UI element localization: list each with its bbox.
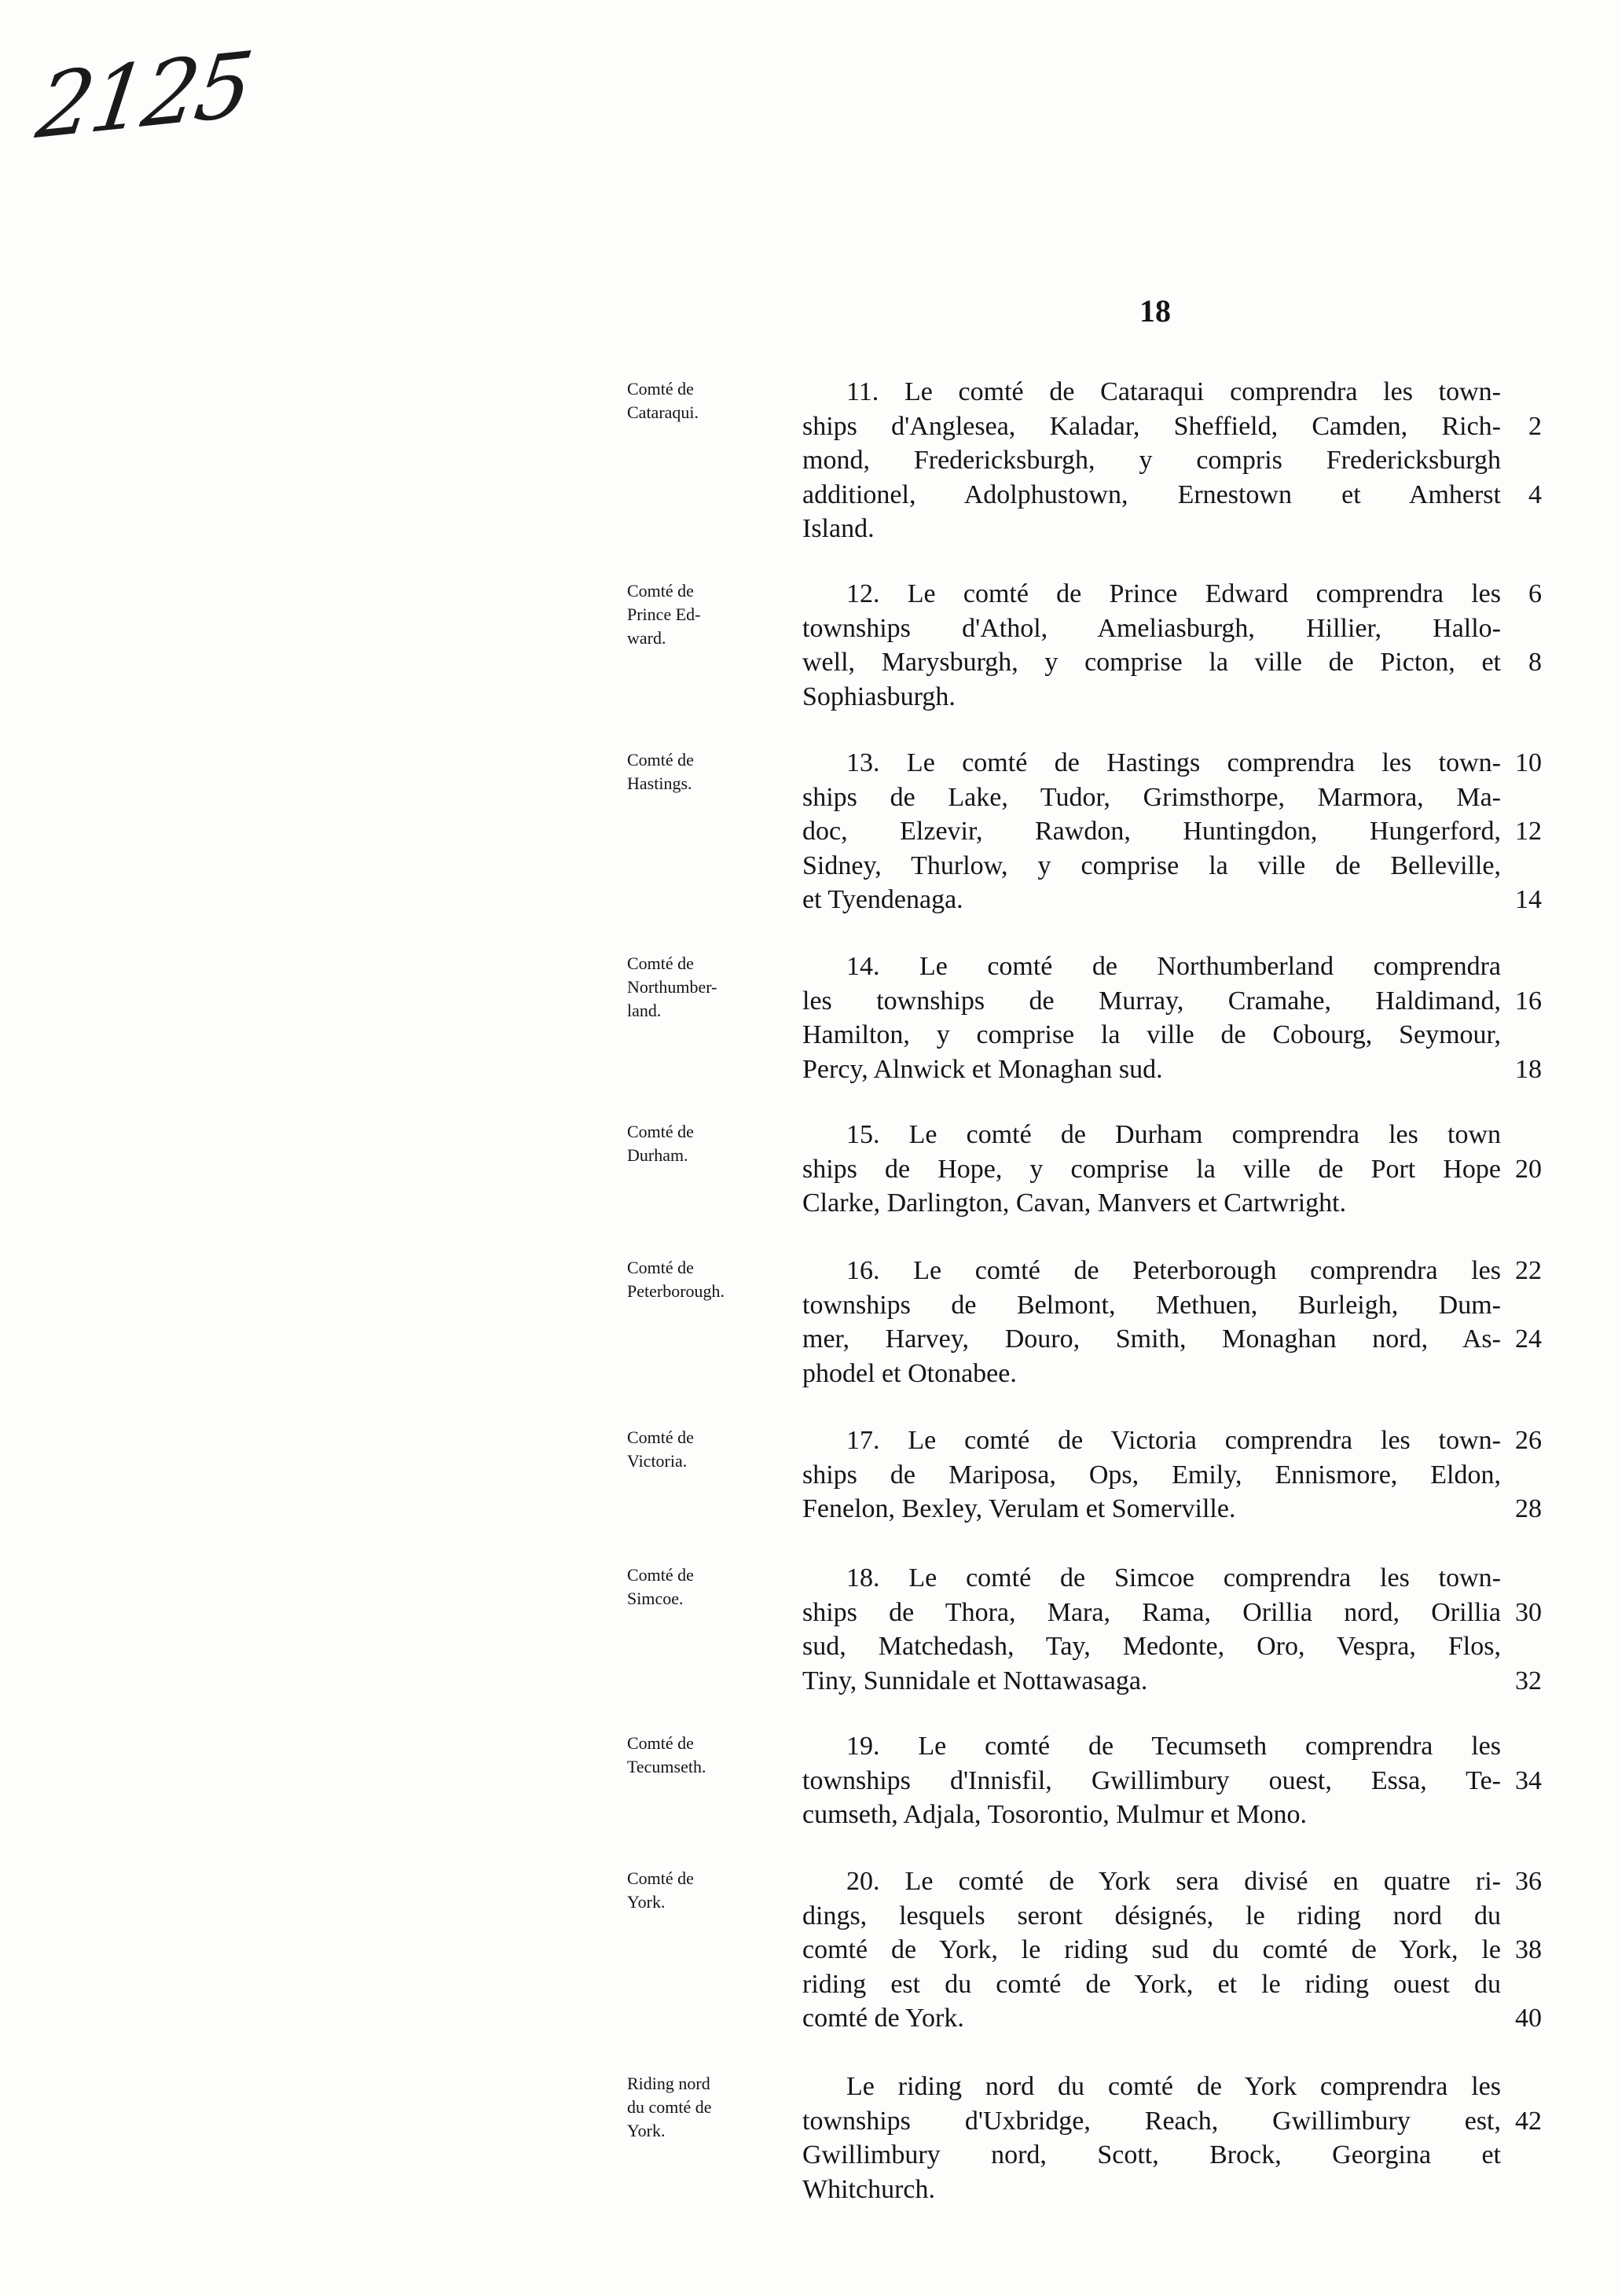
text-line: mer, Harvey, Douro, Smith, Monaghan nord, As- (802, 1324, 1501, 1354)
line-number: 10 (1515, 748, 1542, 777)
text-line: townships de Belmont, Methuen, Burleigh, Dum- (802, 1290, 1501, 1320)
text-line: comté de York, le riding sud du comté de York, le (802, 1935, 1501, 1964)
line-number: 22 (1515, 1256, 1542, 1285)
sidenote-line: land. (627, 1001, 662, 1020)
line-number: 6 (1528, 579, 1542, 608)
line-number: 4 (1528, 479, 1542, 509)
page-number: 18 (1139, 293, 1171, 329)
text-line: 18. Le comté de Simcoe comprendra les town- (846, 1563, 1501, 1593)
sidenote-line: Comté de (627, 1868, 694, 1888)
text-line: les townships de Murray, Cramahe, Haldimand, (802, 986, 1501, 1016)
text-line: 19. Le comté de Tecumseth comprendra les (846, 1732, 1501, 1761)
line-number: 38 (1515, 1935, 1542, 1964)
line-number: 34 (1515, 1765, 1542, 1795)
text-line: ships de Lake, Tudor, Grimsthorpe, Marmora, Ma- (802, 782, 1501, 812)
text-line: 14. Le comté de Northumberland comprendra (846, 952, 1501, 981)
sidenote-line: Cataraqui. (627, 402, 699, 422)
text-line: Tiny, Sunnidale et Nottawasaga. (802, 1666, 1148, 1695)
sidenote-line: Hastings. (627, 773, 692, 793)
line-number: 28 (1515, 1494, 1542, 1523)
text-line: riding est du comté de York, et le riding ouest du (802, 1969, 1501, 1999)
line-number: 12 (1515, 817, 1542, 846)
sidenote-line: Comté de (627, 1733, 694, 1753)
text-line: townships d'Uxbridge, Reach, Gwillimbury est, (802, 2106, 1501, 2136)
sidenote-line: Simcoe. (627, 1589, 684, 1608)
line-number: 20 (1515, 1154, 1542, 1184)
line-number: 36 (1515, 1867, 1542, 1896)
text-line: dings, lesquels seront désignés, le riding nord du (802, 1901, 1501, 1930)
sidenote-line: Riding nord (627, 2074, 710, 2093)
line-number: 40 (1515, 2004, 1542, 2033)
text-line: Clarke, Darlington, Cavan, Manvers et Cartwright. (802, 1188, 1347, 1218)
text-line: additionel, Adolphustown, Ernestown et Amherst (802, 479, 1501, 509)
text-line: 11. Le comté de Cataraqui comprendra les town- (846, 377, 1501, 406)
text-line: Percy, Alnwick et Monaghan sud. (802, 1054, 1163, 1084)
text-line: comté de York. (802, 2004, 964, 2033)
text-line: et Tyendenaga. (802, 885, 963, 914)
text-line: Fenelon, Bexley, Verulam et Somerville. (802, 1494, 1236, 1523)
text-line: 20. Le comté de York sera divisé en quatre ri- (846, 1867, 1501, 1896)
line-number: 14 (1515, 885, 1542, 914)
text-line: well, Marysburgh, y comprise la ville de Picton, et (802, 648, 1501, 677)
text-line: townships d'Innisfil, Gwillimbury ouest, Essa, Te- (802, 1765, 1501, 1795)
text-line: Island. (802, 514, 875, 543)
sidenote-line: Northumber- (627, 977, 717, 997)
text-line: phodel et Otonabee. (802, 1358, 1017, 1388)
text-line: sud, Matchedash, Tay, Medonte, Oro, Vespra, Flos, (802, 1632, 1501, 1661)
sidenote-line: Comté de (627, 1427, 694, 1447)
text-line: 17. Le comté de Victoria comprendra les town- (846, 1426, 1501, 1455)
sidenote-line: ward. (627, 628, 666, 648)
text-line: ships de Hope, y comprise la ville de Port Hope (802, 1154, 1501, 1184)
text-line: Whitchurch. (802, 2174, 935, 2204)
sidenote-line: Comté de (627, 379, 694, 399)
text-line: Le riding nord du comté de York comprendra les (846, 2072, 1501, 2101)
sidenote-line: Comté de (627, 1258, 694, 1277)
sidenote-line: Comté de (627, 1122, 694, 1141)
sidenote-line: Tecumseth. (627, 1757, 706, 1776)
sidenote-line: Comté de (627, 581, 694, 601)
text-line: ships de Thora, Mara, Rama, Orillia nord, Orillia (802, 1597, 1501, 1627)
sidenote-line: du comté de (627, 2097, 712, 2117)
line-number: 32 (1515, 1666, 1542, 1695)
sidenote-line: York. (627, 1892, 666, 1912)
text-line: 15. Le comté de Durham comprendra les town (846, 1120, 1501, 1149)
sidenote-line: Victoria. (627, 1451, 688, 1471)
line-number: 2 (1528, 411, 1542, 441)
sidenote-line: Durham. (627, 1145, 688, 1165)
text-line: mond, Fredericksburgh, y compris Fredericksburgh (802, 446, 1501, 475)
line-number: 30 (1515, 1597, 1542, 1627)
text-line: 13. Le comté de Hastings comprendra les town- (846, 748, 1501, 777)
text-line: Sidney, Thurlow, y comprise la ville de Belleville, (802, 850, 1501, 880)
sidenote-line: Comté de (627, 750, 694, 770)
text-line: ships de Mariposa, Ops, Emily, Ennismore, Eldon, (802, 1460, 1501, 1490)
text-line: 16. Le comté de Peterborough comprendra les (846, 1256, 1501, 1285)
text-line: townships d'Athol, Ameliasburgh, Hillier, Hallo- (802, 613, 1501, 643)
sidenote-line: York. (627, 2121, 666, 2140)
text-line: 12. Le comté de Prince Edward comprendra les (846, 579, 1501, 608)
sidenote-line: Comté de (627, 953, 694, 973)
sidenote-line: Peterborough. (627, 1281, 725, 1301)
text-line: ships d'Anglesea, Kaladar, Sheffield, Camden, Rich- (802, 411, 1501, 441)
sidenote-line: Comté de (627, 1565, 694, 1585)
text-line: Gwillimbury nord, Scott, Brock, Georgina et (802, 2140, 1501, 2169)
line-number: 42 (1515, 2106, 1542, 2136)
line-number: 24 (1515, 1324, 1542, 1354)
handwritten-number: 2125 (31, 32, 256, 160)
line-number: 18 (1515, 1054, 1542, 1084)
line-number: 16 (1515, 986, 1542, 1016)
line-number: 26 (1515, 1426, 1542, 1455)
line-number: 8 (1528, 648, 1542, 677)
text-line: doc, Elzevir, Rawdon, Huntingdon, Hungerford, (802, 817, 1501, 846)
text-line: cumseth, Adjala, Tosorontio, Mulmur et Mono. (802, 1800, 1307, 1829)
text-line: Hamilton, y comprise la ville de Cobourg, Seymour, (802, 1020, 1501, 1049)
text-line: Sophiasburgh. (802, 681, 956, 711)
sidenote-line: Prince Ed- (627, 604, 701, 624)
